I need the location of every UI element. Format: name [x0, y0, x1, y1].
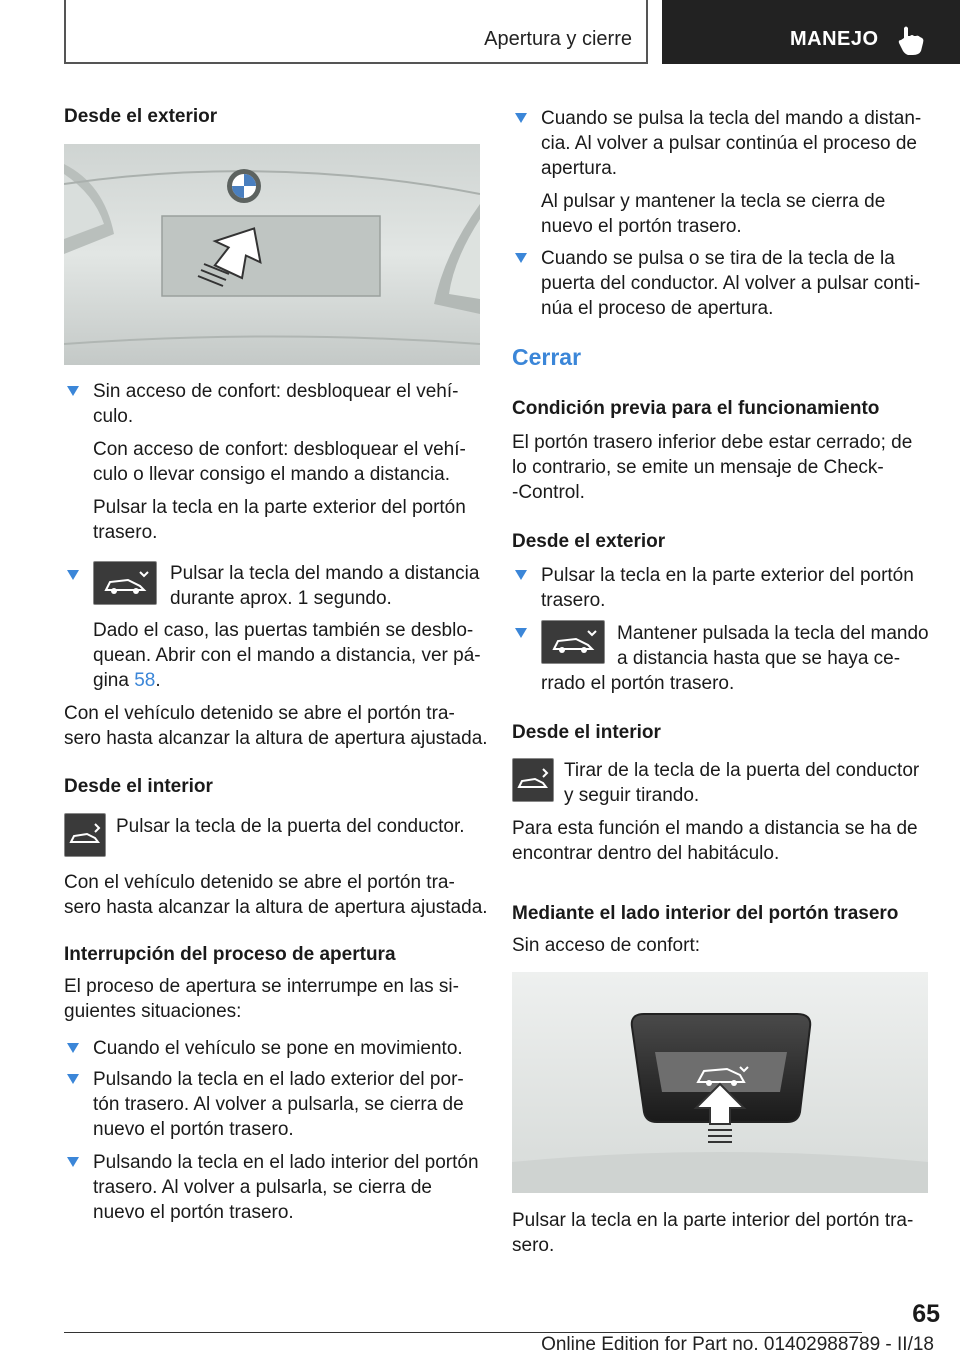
- remote-tailgate-key-icon: [93, 561, 157, 605]
- left-bullet-1: Sin acceso de confort: desbloquear el vehí-: [93, 381, 459, 402]
- right-bullet-1: Cuando se pulsa la tecla del mando a distan-: [541, 108, 922, 129]
- right-para-3-cont: y seguir tirando.: [564, 785, 700, 806]
- left-bullet-4-end: nuevo el portón trasero.: [93, 1119, 294, 1140]
- right-bullet-2-cont: puerta del conductor. Al volver a pulsar conti-: [541, 273, 921, 294]
- tailgate-exterior-photo: [64, 144, 480, 365]
- left-para-3-end: gina: [93, 670, 129, 691]
- left-para-3-cont: quean. Abrir con el mando a distancia, ver pá-: [93, 645, 481, 666]
- left-para-1: Con acceso de confort: desbloquear el vehí-: [93, 439, 466, 460]
- right-bullet-1-cont: cia. Al volver a pulsar continúa el proceso de: [541, 133, 917, 154]
- bullet-icon: [67, 1157, 79, 1167]
- bullet-icon: [515, 628, 527, 638]
- right-bullet-2-end: núa el proceso de apertura.: [541, 298, 774, 319]
- steering-hand-icon: [894, 24, 928, 58]
- heading-condicion-previa: Condición previa para el funcionamiento: [512, 398, 880, 419]
- right-bullet-4-end: rrado el portón trasero.: [541, 673, 735, 694]
- heading-cerrar-desde-interior: Desde el interior: [512, 722, 661, 743]
- bullet-icon: [67, 1074, 79, 1084]
- header-section-tab: [64, 0, 648, 64]
- right-para-2-cont: lo contrario, se emite un mensaje de Check-: [512, 457, 884, 478]
- left-bullet-5: Pulsando la tecla en el lado interior del portón: [93, 1152, 479, 1173]
- page-link-58[interactable]: 58: [134, 670, 156, 691]
- left-bullet-5-cont: trasero. Al volver a pulsarla, se cierra de: [93, 1177, 432, 1198]
- right-bullet-4-cont: a distancia hasta que se haya ce-: [617, 648, 901, 669]
- right-para-6-cont: sero.: [512, 1235, 555, 1256]
- heading-cerrar-desde-exterior: Desde el exterior: [512, 531, 666, 552]
- left-para-2: Pulsar la tecla en la parte exterior del portón: [93, 497, 466, 518]
- header-section-title: Apertura y cierre: [484, 28, 632, 50]
- left-para-4-cont: sero hasta alcanzar la altura de apertura ajustada.: [64, 728, 488, 749]
- left-para-7-cont: guientes situaciones:: [64, 1001, 242, 1022]
- right-bullet-4: Mantener pulsada la tecla del mando: [617, 623, 929, 644]
- heading-interrupcion: Interrupción del proceso de apertura: [64, 944, 396, 965]
- right-para-2: El portón trasero inferior debe estar cerrado; de: [512, 432, 913, 453]
- header-chapter-tab: [662, 0, 960, 64]
- bullet-icon: [67, 1043, 79, 1053]
- footer-edition: Online Edition for Part no. 01402988789 - II/18: [541, 1334, 934, 1355]
- remote-tailgate-key-icon: [541, 620, 605, 664]
- right-para-4: Para esta función el mando a distancia se ha de: [512, 818, 918, 839]
- right-para-2-end: -Control.: [512, 482, 585, 503]
- right-para-4-cont: encontrar dentro del habitáculo.: [512, 843, 780, 864]
- left-para-3: Dado el caso, las puertas también se desblo-: [93, 620, 474, 641]
- door-tailgate-button-icon: [512, 758, 554, 802]
- heading-desde-interior: Desde el interior: [64, 776, 213, 797]
- left-bullet-5-end: nuevo el portón trasero.: [93, 1202, 294, 1223]
- heading-cerrar: Cerrar: [512, 344, 582, 370]
- page-number: 65: [912, 1300, 940, 1328]
- heading-desde-exterior: Desde el exterior: [64, 106, 218, 127]
- heading-lado-interior: Mediante el lado interior del portón trasero: [512, 903, 899, 924]
- left-para-4: Con el vehículo detenido se abre el portón tra-: [64, 703, 455, 724]
- right-bullet-3-cont: trasero.: [541, 590, 606, 611]
- left-para-5: Pulsar la tecla de la puerta del conductor.: [116, 816, 465, 837]
- right-bullet-1-end: apertura.: [541, 158, 618, 179]
- header-chapter-title: MANEJO: [790, 28, 879, 50]
- left-bullet-2-cont: durante aprox. 1 segundo.: [170, 588, 392, 609]
- right-para-1-cont: nuevo el portón trasero.: [541, 216, 742, 237]
- footer-divider: [64, 1332, 862, 1333]
- bullet-icon: [515, 570, 527, 580]
- left-para-6-cont: sero hasta alcanzar la altura de apertura ajustada.: [64, 897, 488, 918]
- left-bullet-4-cont: tón trasero. Al volver a pulsarla, se cierra de: [93, 1094, 464, 1115]
- door-tailgate-button-icon: [64, 813, 106, 857]
- left-bullet-1-cont: culo.: [93, 406, 134, 427]
- left-para-7: El proceso de apertura se interrumpe en las si-: [64, 976, 459, 997]
- right-bullet-2: Cuando se pulsa o se tira de la tecla de la: [541, 248, 895, 269]
- left-para-2-cont: trasero.: [93, 522, 158, 543]
- right-para-3: Tirar de la tecla de la puerta del conductor: [564, 760, 920, 781]
- right-bullet-3: Pulsar la tecla en la parte exterior del portón: [541, 565, 914, 586]
- left-para-6: Con el vehículo detenido se abre el portón tra-: [64, 872, 455, 893]
- right-para-6: Pulsar la tecla en la parte interior del portón tra-: [512, 1210, 914, 1231]
- bullet-icon: [515, 253, 527, 263]
- bullet-icon: [67, 570, 79, 580]
- left-bullet-2: Pulsar la tecla del mando a distancia: [170, 563, 480, 584]
- right-para-5: Sin acceso de confort:: [512, 935, 700, 956]
- left-para-1-cont: culo o llevar consigo el mando a distancia.: [93, 464, 450, 485]
- right-para-1: Al pulsar y mantener la tecla se cierra de: [541, 191, 886, 212]
- left-bullet-3: Cuando el vehículo se pone en movimiento.: [93, 1038, 463, 1059]
- bullet-icon: [67, 386, 79, 396]
- left-bullet-4: Pulsando la tecla en el lado exterior del por-: [93, 1069, 464, 1090]
- bullet-icon: [515, 113, 527, 123]
- tailgate-interior-button-photo: [512, 972, 928, 1193]
